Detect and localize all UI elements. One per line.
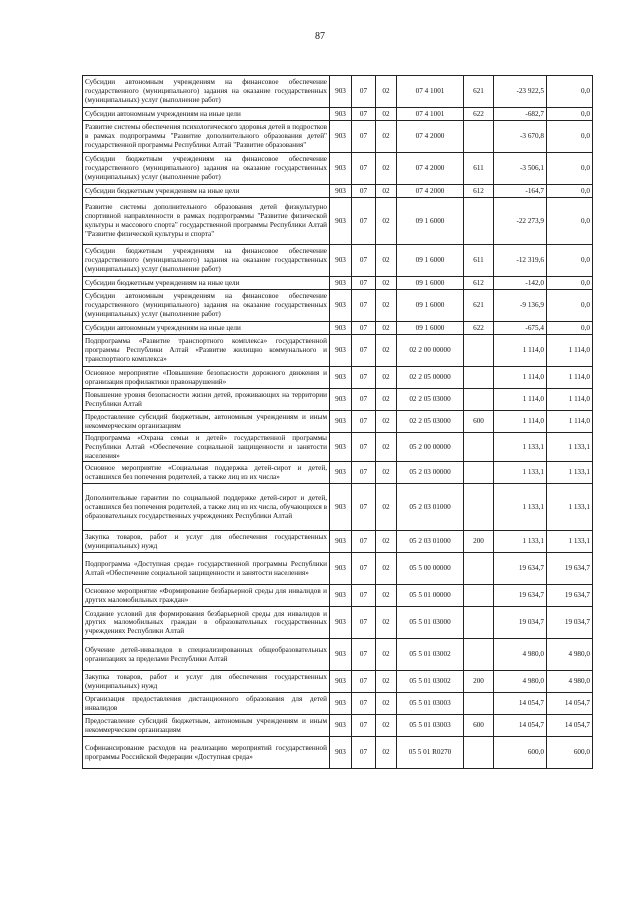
- ved-cell: 903: [330, 585, 352, 607]
- row-name-cell: Субсидии бюджетным учреждениям на финансовое обеспечение государственного (муниципального) задания на оказание государственных (муниципальных) услуг (выполнение работ): [83, 245, 330, 277]
- row-name-cell: Повышение уровня безопасности жизни детей, проживающих на территории Республики Алтай: [83, 389, 330, 411]
- vr-cell: 612: [464, 185, 494, 198]
- sum1-cell: 1 114,0: [494, 411, 547, 433]
- table-row: [83, 715, 593, 737]
- table-row: [83, 693, 593, 715]
- sum1-cell: 1 114,0: [494, 367, 547, 389]
- vr-cell: 612: [464, 277, 494, 290]
- vr-cell: [464, 484, 494, 531]
- pr-cell: 02: [376, 484, 397, 531]
- csr-cell: 05 5 01 03000: [397, 607, 464, 639]
- rz-cell: 07: [352, 290, 376, 322]
- pr-cell: 02: [376, 290, 397, 322]
- table-row: [83, 411, 593, 433]
- table-row: [83, 531, 593, 553]
- csr-cell: 07 4 1001: [397, 108, 464, 121]
- csr-cell: 07 4 2000: [397, 185, 464, 198]
- ved-cell: 903: [330, 715, 352, 737]
- ved-cell: 903: [330, 607, 352, 639]
- sum1-cell: 1 133,1: [494, 433, 547, 462]
- vr-cell: 600: [464, 715, 494, 737]
- table-row: [83, 76, 593, 108]
- sum2-cell: 1 133,1: [547, 462, 593, 484]
- pr-cell: 02: [376, 433, 397, 462]
- rz-cell: 07: [352, 322, 376, 335]
- vr-cell: 611: [464, 245, 494, 277]
- row-name-cell: Подпрограмма «Доступная среда» государственной программы Республики Алтай «Обеспечение социальной защищенности и занятости населения»: [83, 553, 330, 585]
- rz-cell: 07: [352, 411, 376, 433]
- ved-cell: 903: [330, 185, 352, 198]
- ved-cell: 903: [330, 108, 352, 121]
- sum2-cell: 4 980,0: [547, 671, 593, 693]
- row-name-cell: Основное мероприятие «Формирование безбарьерной среды для инвалидов и других маломобильных граждан»: [83, 585, 330, 607]
- sum2-cell: 1 114,0: [547, 367, 593, 389]
- sum2-cell: 1 133,1: [547, 531, 593, 553]
- pr-cell: 02: [376, 693, 397, 715]
- sum2-cell: 1 133,1: [547, 484, 593, 531]
- csr-cell: 09 1 6000: [397, 322, 464, 335]
- pr-cell: 02: [376, 389, 397, 411]
- budget-table: [82, 75, 593, 769]
- vr-cell: 622: [464, 322, 494, 335]
- ved-cell: 903: [330, 671, 352, 693]
- sum1-cell: 19 034,7: [494, 607, 547, 639]
- ved-cell: 903: [330, 290, 352, 322]
- row-name-cell: Основное мероприятие «Социальная поддержка детей-сирот и детей, оставшихся без попечения родителей, а также лиц из их числа»: [83, 462, 330, 484]
- pr-cell: 02: [376, 121, 397, 153]
- csr-cell: 02 2 00 00000: [397, 335, 464, 367]
- row-name-cell: Создание условий для формирования безбарьерной среды для инвалидов и других маломобильных граждан в образовательных государственных учреждениях Республики Алтай: [83, 607, 330, 639]
- rz-cell: 07: [352, 108, 376, 121]
- ved-cell: 903: [330, 531, 352, 553]
- ved-cell: 903: [330, 462, 352, 484]
- vr-cell: [464, 389, 494, 411]
- table-row: [83, 367, 593, 389]
- vr-cell: [464, 335, 494, 367]
- rz-cell: 07: [352, 531, 376, 553]
- rz-cell: 07: [352, 433, 376, 462]
- vr-cell: 611: [464, 153, 494, 185]
- sum2-cell: 1 114,0: [547, 335, 593, 367]
- sum1-cell: -142,0: [494, 277, 547, 290]
- pr-cell: 02: [376, 639, 397, 671]
- ved-cell: 903: [330, 411, 352, 433]
- rz-cell: 07: [352, 484, 376, 531]
- vr-cell: 200: [464, 671, 494, 693]
- table-row: [83, 108, 593, 121]
- table-row: [83, 671, 593, 693]
- sum2-cell: 0,0: [547, 198, 593, 245]
- vr-cell: [464, 121, 494, 153]
- sum1-cell: 14 054,7: [494, 693, 547, 715]
- sum1-cell: -682,7: [494, 108, 547, 121]
- sum1-cell: -12 319,6: [494, 245, 547, 277]
- sum1-cell: 1 133,1: [494, 531, 547, 553]
- vr-cell: 200: [464, 531, 494, 553]
- csr-cell: 05 2 03 01000: [397, 531, 464, 553]
- vr-cell: [464, 737, 494, 769]
- rz-cell: 07: [352, 335, 376, 367]
- ved-cell: 903: [330, 198, 352, 245]
- pr-cell: 02: [376, 411, 397, 433]
- sum1-cell: -9 136,9: [494, 290, 547, 322]
- rz-cell: 07: [352, 553, 376, 585]
- table-row: [83, 153, 593, 185]
- pr-cell: 02: [376, 715, 397, 737]
- sum2-cell: 0,0: [547, 185, 593, 198]
- table-row: [83, 585, 593, 607]
- ved-cell: 903: [330, 737, 352, 769]
- csr-cell: 07 4 2000: [397, 121, 464, 153]
- sum2-cell: 4 980,0: [547, 639, 593, 671]
- ved-cell: 903: [330, 121, 352, 153]
- row-name-cell: Дополнительные гарантии по социальной поддержке детей-сирот и детей, оставшихся без попечения родителей, а также лиц из их числа, обучающихся в образовательных государственных учреждениях Республики Алтай: [83, 484, 330, 531]
- ved-cell: 903: [330, 433, 352, 462]
- rz-cell: 07: [352, 462, 376, 484]
- sum1-cell: 1 114,0: [494, 335, 547, 367]
- pr-cell: 02: [376, 277, 397, 290]
- rz-cell: 07: [352, 121, 376, 153]
- rz-cell: 07: [352, 671, 376, 693]
- ved-cell: 903: [330, 367, 352, 389]
- table-row: [83, 290, 593, 322]
- table-row: [83, 484, 593, 531]
- rz-cell: 07: [352, 277, 376, 290]
- rz-cell: 07: [352, 737, 376, 769]
- row-name-cell: Основное мероприятие «Повышение безопасности дорожного движения и организация профилактики правонарушений»: [83, 367, 330, 389]
- row-name-cell: Обучение детей-инвалидов в специализированных общеобразовательных организациях за пределами Республики Алтай: [83, 639, 330, 671]
- pr-cell: 02: [376, 553, 397, 585]
- table-body: [83, 76, 593, 769]
- row-name-cell: Предоставление субсидий бюджетным, автономным учреждениям и иным некоммерческим организациям: [83, 411, 330, 433]
- csr-cell: 09 1 6000: [397, 198, 464, 245]
- pr-cell: 02: [376, 335, 397, 367]
- csr-cell: 09 1 6000: [397, 245, 464, 277]
- sum2-cell: 0,0: [547, 322, 593, 335]
- sum1-cell: -675,4: [494, 322, 547, 335]
- row-name-cell: Развитие системы дополнительного образования детей физкультурно спортивной направленности в рамках подпрограммы "Развитие физической культуры и массового спорта" государственной программы Республики Алтай "Развитие физической культуры и спорта": [83, 198, 330, 245]
- row-name-cell: Субсидии автономным учреждениям на финансовое обеспечение государственного (муниципального) задания на оказание государственных (муниципальных) услуг (выполнение работ): [83, 76, 330, 108]
- sum2-cell: 0,0: [547, 76, 593, 108]
- row-name-cell: Субсидии автономным учреждениям на иные цели: [83, 108, 330, 121]
- rz-cell: 07: [352, 693, 376, 715]
- sum1-cell: 1 133,1: [494, 462, 547, 484]
- sum1-cell: -3 670,8: [494, 121, 547, 153]
- ved-cell: 903: [330, 389, 352, 411]
- rz-cell: 07: [352, 76, 376, 108]
- vr-cell: [464, 639, 494, 671]
- sum1-cell: -22 273,9: [494, 198, 547, 245]
- sum2-cell: 1 114,0: [547, 389, 593, 411]
- row-name-cell: Субсидии бюджетным учреждениям на финансовое обеспечение государственного (муниципального) задания на оказание государственных (муниципальных) услуг (выполнение работ): [83, 153, 330, 185]
- row-name-cell: Субсидии бюджетным учреждениям на иные цели: [83, 185, 330, 198]
- table-row: [83, 198, 593, 245]
- ved-cell: 903: [330, 335, 352, 367]
- sum1-cell: 19 634,7: [494, 585, 547, 607]
- rz-cell: 07: [352, 585, 376, 607]
- row-name-cell: Подпрограмма «Охрана семьи и детей» государственной программы Республики Алтай «Обеспечение социальной защищенности и занятости населения»: [83, 433, 330, 462]
- sum2-cell: 0,0: [547, 245, 593, 277]
- rz-cell: 07: [352, 185, 376, 198]
- csr-cell: 05 5 00 00000: [397, 553, 464, 585]
- vr-cell: [464, 693, 494, 715]
- rz-cell: 07: [352, 715, 376, 737]
- pr-cell: 02: [376, 322, 397, 335]
- rz-cell: 07: [352, 389, 376, 411]
- page-number: 87: [315, 31, 325, 42]
- pr-cell: 02: [376, 585, 397, 607]
- csr-cell: 07 4 2000: [397, 153, 464, 185]
- table-row: [83, 462, 593, 484]
- vr-cell: 622: [464, 108, 494, 121]
- sum2-cell: 19 034,7: [547, 607, 593, 639]
- sum1-cell: -23 922,5: [494, 76, 547, 108]
- row-name-cell: Софинансирование расходов на реализацию мероприятий государственной программы Российской Федерации «Доступная среда»: [83, 737, 330, 769]
- table-row: [83, 639, 593, 671]
- csr-cell: 02 2 05 03000: [397, 411, 464, 433]
- csr-cell: 02 2 05 00000: [397, 367, 464, 389]
- table-row: [83, 737, 593, 769]
- sum2-cell: 600,0: [547, 737, 593, 769]
- table-row: [83, 121, 593, 153]
- sum2-cell: 1 133,1: [547, 433, 593, 462]
- vr-cell: [464, 462, 494, 484]
- ved-cell: 903: [330, 153, 352, 185]
- pr-cell: 02: [376, 76, 397, 108]
- pr-cell: 02: [376, 153, 397, 185]
- vr-cell: [464, 198, 494, 245]
- pr-cell: 02: [376, 737, 397, 769]
- rz-cell: 07: [352, 245, 376, 277]
- sum2-cell: 19 634,7: [547, 585, 593, 607]
- sum2-cell: 0,0: [547, 290, 593, 322]
- csr-cell: 05 5 01 03002: [397, 639, 464, 671]
- vr-cell: [464, 607, 494, 639]
- sum1-cell: 4 980,0: [494, 639, 547, 671]
- table-row: [83, 335, 593, 367]
- rz-cell: 07: [352, 607, 376, 639]
- ved-cell: 903: [330, 553, 352, 585]
- pr-cell: 02: [376, 671, 397, 693]
- rz-cell: 07: [352, 639, 376, 671]
- sum2-cell: 14 054,7: [547, 715, 593, 737]
- sum1-cell: 1 114,0: [494, 389, 547, 411]
- csr-cell: 05 5 01 00000: [397, 585, 464, 607]
- sum1-cell: 19 634,7: [494, 553, 547, 585]
- csr-cell: 05 2 03 00000: [397, 462, 464, 484]
- sum2-cell: 14 054,7: [547, 693, 593, 715]
- row-name-cell: Субсидии автономным учреждениям на иные цели: [83, 322, 330, 335]
- ved-cell: 903: [330, 245, 352, 277]
- vr-cell: [464, 433, 494, 462]
- row-name-cell: Закупка товаров, работ и услуг для обеспечения государственных (муниципальных) нужд: [83, 671, 330, 693]
- rz-cell: 07: [352, 153, 376, 185]
- row-name-cell: Развитие системы обеспечения психологического здоровья детей в подростков в рамках подпрограммы "Развитие дополнительного образования детей" государственной программы Республики Алтай "Развитие образования": [83, 121, 330, 153]
- vr-cell: 621: [464, 76, 494, 108]
- sum1-cell: 1 133,1: [494, 484, 547, 531]
- table-row: [83, 607, 593, 639]
- pr-cell: 02: [376, 607, 397, 639]
- sum1-cell: -3 506,1: [494, 153, 547, 185]
- table-row: [83, 389, 593, 411]
- pr-cell: 02: [376, 531, 397, 553]
- csr-cell: 05 5 01 03003: [397, 715, 464, 737]
- sum2-cell: 0,0: [547, 153, 593, 185]
- sum1-cell: 4 980,0: [494, 671, 547, 693]
- sum2-cell: 19 634,7: [547, 553, 593, 585]
- csr-cell: 07 4 1001: [397, 76, 464, 108]
- pr-cell: 02: [376, 108, 397, 121]
- csr-cell: 05 5 01 R0270: [397, 737, 464, 769]
- sum1-cell: -164,7: [494, 185, 547, 198]
- row-name-cell: Организация предоставления дистанционного образования для детей инвалидов: [83, 693, 330, 715]
- ved-cell: 903: [330, 322, 352, 335]
- pr-cell: 02: [376, 198, 397, 245]
- rz-cell: 07: [352, 367, 376, 389]
- table-row: [83, 185, 593, 198]
- table-row: [83, 553, 593, 585]
- row-name-cell: Субсидии автономным учреждениям на финансовое обеспечение государственного (муниципального) задания на оказание государственных (муниципальных) услуг (выполнение работ): [83, 290, 330, 322]
- csr-cell: 05 2 00 00000: [397, 433, 464, 462]
- vr-cell: [464, 585, 494, 607]
- csr-cell: 09 1 6000: [397, 277, 464, 290]
- vr-cell: 621: [464, 290, 494, 322]
- sum2-cell: 0,0: [547, 277, 593, 290]
- pr-cell: 02: [376, 367, 397, 389]
- ved-cell: 903: [330, 639, 352, 671]
- ved-cell: 903: [330, 277, 352, 290]
- row-name-cell: Субсидии бюджетным учреждениям на иные цели: [83, 277, 330, 290]
- ved-cell: 903: [330, 693, 352, 715]
- table-row: [83, 277, 593, 290]
- csr-cell: 05 5 01 03003: [397, 693, 464, 715]
- vr-cell: 600: [464, 411, 494, 433]
- row-name-cell: Предоставление субсидий бюджетным, автономным учреждениям и иным некоммерческим организациям: [83, 715, 330, 737]
- table-row: [83, 433, 593, 462]
- sum2-cell: 0,0: [547, 108, 593, 121]
- pr-cell: 02: [376, 245, 397, 277]
- csr-cell: 02 2 05 03000: [397, 389, 464, 411]
- table-row: [83, 322, 593, 335]
- sum2-cell: 0,0: [547, 121, 593, 153]
- vr-cell: [464, 367, 494, 389]
- csr-cell: 05 2 03 01000: [397, 484, 464, 531]
- csr-cell: 05 5 01 03002: [397, 671, 464, 693]
- vr-cell: [464, 553, 494, 585]
- row-name-cell: Закупка товаров, работ и услуг для обеспечения государственных (муниципальных) нужд: [83, 531, 330, 553]
- row-name-cell: Подпрограмма «Развитие транспортного комплекса» государственной программы Республики Алтай «Развитие жилищно коммунального и транспортного комплекса»: [83, 335, 330, 367]
- sum1-cell: 14 054,7: [494, 715, 547, 737]
- ved-cell: 903: [330, 484, 352, 531]
- sum2-cell: 1 114,0: [547, 411, 593, 433]
- csr-cell: 09 1 6000: [397, 290, 464, 322]
- ved-cell: 903: [330, 76, 352, 108]
- pr-cell: 02: [376, 462, 397, 484]
- table-row: [83, 245, 593, 277]
- rz-cell: 07: [352, 198, 376, 245]
- pr-cell: 02: [376, 185, 397, 198]
- sum1-cell: 600,0: [494, 737, 547, 769]
